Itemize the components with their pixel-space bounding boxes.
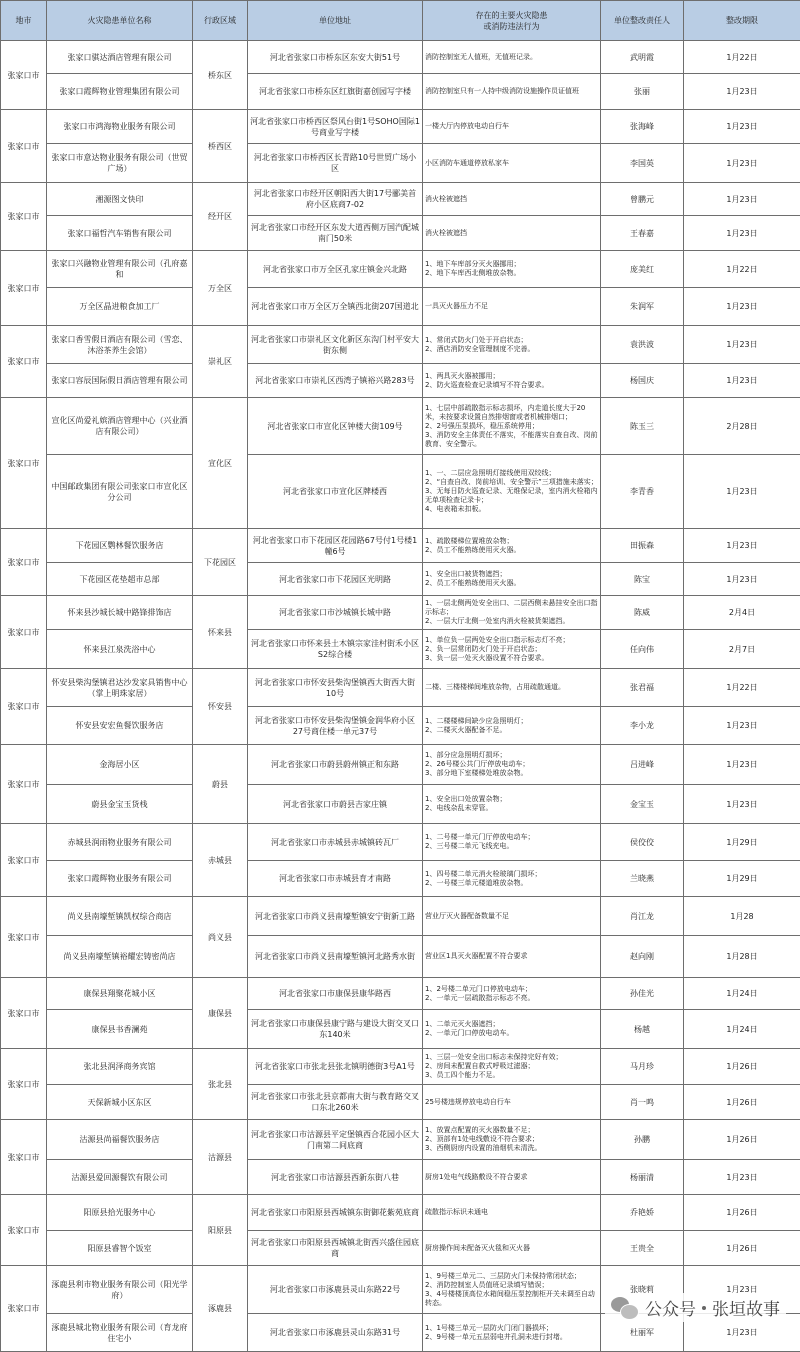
unit-name-cell: 张家口霞辉物业管理集团有限公司 (47, 74, 193, 110)
column-header: 整改期限 (684, 1, 800, 41)
city-cell: 张家口市 (1, 251, 47, 326)
unit-name-cell: 下花园区花垫超市总部 (47, 563, 193, 596)
unit-name-cell: 张家口福哲汽车销售有限公司 (47, 216, 193, 251)
deadline-cell: 1月26日 (684, 1231, 800, 1266)
address-cell: 河北省张家口市怀安县柴沟堡镇金润华府小区27号商住楼一单元37号 (248, 707, 423, 745)
issue-cell: 1、二单元灭火器遮挡； 2、一单元门口停放电动车。 (423, 1010, 601, 1049)
responsible-person-cell: 杨国庆 (601, 364, 684, 398)
unit-name-cell: 涿鹿县利市物业服务有限公司（阳光学府） (47, 1266, 193, 1314)
responsible-person-cell: 乔艳娇 (601, 1195, 684, 1231)
deadline-cell: 1月23日 (684, 707, 800, 745)
separator-dot (702, 1306, 706, 1310)
deadline-cell: 1月24日 (684, 978, 800, 1010)
unit-name-cell: 康保县翔聚花城小区 (47, 978, 193, 1010)
responsible-person-cell: 张君福 (601, 669, 684, 707)
responsible-person-cell: 肖一鸣 (601, 1085, 684, 1120)
address-cell: 河北省张家口市赤城县赤城镇砖瓦厂 (248, 824, 423, 861)
unit-name-cell: 天保新城小区东区 (47, 1085, 193, 1120)
address-cell: 河北省张家口市蔚县蔚州镇正和东路 (248, 745, 423, 785)
unit-name-cell: 张家口市鸿海物业服务有限公司 (47, 110, 193, 144)
watermark-platform: 公众号 (645, 1295, 696, 1320)
deadline-cell: 1月23日 (684, 364, 800, 398)
table-row (1, 861, 800, 897)
city-cell: 张家口市 (1, 529, 47, 596)
city-cell: 张家口市 (1, 1049, 47, 1120)
issue-cell: 1、七层中部疏散指示标志损坏，内走道长度大于20米，未按要求设置自然排烟窗或者机械排烟口； 2、2号强压泵损坏，稳压系统停用； 3、消防安全主体责任不落实，不能落实自查自改、岗前教育、安全警示。 (423, 398, 601, 455)
header-row (1, 1, 800, 41)
deadline-cell: 2月28日 (684, 398, 800, 455)
address-cell: 河北省张家口市经开区朝阳西大街17号郦美首府小区底商7-02 (248, 183, 423, 216)
table-body (1, 41, 800, 1352)
issue-cell: 1、两具灭火器被挪用； 2、防火巡查检查记录填写不符合要求。 (423, 364, 601, 398)
wechat-icon (611, 1297, 639, 1319)
table-row (1, 144, 800, 183)
table-row (1, 978, 800, 1010)
issue-cell: 厨房操作间未配备灭火毯和灭火器 (423, 1231, 601, 1266)
responsible-person-cell: 马月珍 (601, 1049, 684, 1085)
address-cell: 河北省张家口市沽源县平定堡镇西合花园小区大门南第二间底商 (248, 1120, 423, 1160)
issue-cell: 厨房1处电气线路敷设不符合要求 (423, 1160, 601, 1195)
unit-name-cell: 涿鹿县城北物业服务有限公司（育龙府住宅小 (47, 1314, 193, 1352)
unit-name-cell: 张北县润泽商务宾馆 (47, 1049, 193, 1085)
column-header: 火灾隐患单位名称 (47, 1, 193, 41)
address-cell: 河北省张家口市赤城县育才南路 (248, 861, 423, 897)
issue-cell: 一具灭火器压力不足 (423, 288, 601, 326)
responsible-person-cell: 李国英 (601, 144, 684, 183)
unit-name-cell: 怀安县柴沟堡镇君达沙发家具销售中心（掌上明珠家居） (47, 669, 193, 707)
city-cell: 张家口市 (1, 41, 47, 110)
issue-cell: 1、单位负一层两处安全出口指示标志灯不亮； 2、负一层常闭防火门处于开启状态； 3、负一层一处灭火器设置不符合要求。 (423, 630, 601, 669)
address-cell: 河北省张家口市怀来县土木镇宗家洼村街禾小区S2综合楼 (248, 630, 423, 669)
district-cell: 蔚县 (193, 745, 248, 824)
address-cell: 河北省张家口市怀安县柴沟堡镇西大街西大街10号 (248, 669, 423, 707)
issue-cell: 1、9号楼三单元二、三层防火门未保持常闭状态； 2、消防控制室人员值班记录填写错误； 3、4号楼楼顶高位水箱间稳压泵控制柜开关未调至自动转态。 (423, 1266, 601, 1314)
deadline-cell: 1月23日 (684, 326, 800, 364)
watermark-author: 张垣故事 (712, 1295, 780, 1320)
issue-cell: 营业厅灭火器配备数量不足 (423, 897, 601, 936)
unit-name-cell: 张家口市意达物业服务有限公司（世贸广场） (47, 144, 193, 183)
address-cell: 河北省张家口市沽源县西新东街八巷 (248, 1160, 423, 1195)
unit-name-cell: 尚义县南壕堑镇凯权综合商店 (47, 897, 193, 936)
table-row (1, 630, 800, 669)
deadline-cell: 1月23日 (684, 1266, 800, 1314)
deadline-cell: 1月26日 (684, 1120, 800, 1160)
issue-cell: 1、二号楼一单元门厅停放电动车； 2、三号楼二单元飞线充电。 (423, 824, 601, 861)
responsible-person-cell: 兰晓燕 (601, 861, 684, 897)
issue-cell: 消防控制室只有一人持中级消防设施操作员证值班 (423, 74, 601, 110)
unit-name-cell: 沽源县尚福餐饮服务店 (47, 1120, 193, 1160)
district-cell: 怀来县 (193, 596, 248, 669)
issue-cell: 1、二楼楼梯间缺少应急照明灯； 2、二楼灭火器配备不足。 (423, 707, 601, 745)
table-row (1, 1049, 800, 1085)
issue-cell: 1、放置点配置的灭火器数量不足； 2、顶部有1处电线敷设不符合要求； 3、西侧厨房内设置的油烟机未清洗。 (423, 1120, 601, 1160)
issue-cell: 二楼、三楼楼梯间堆放杂物，占用疏散通道。 (423, 669, 601, 707)
city-cell: 张家口市 (1, 1195, 47, 1266)
table-row (1, 785, 800, 824)
issue-cell: 1、四号楼二单元消火栓玻璃门损坏； 2、一号楼三单元楼道堆放杂物。 (423, 861, 601, 897)
table-row (1, 897, 800, 936)
issue-cell: 1、部分应急照明灯损坏； 2、26号楼公共门厅停放电动车； 3、部分地下室楼梯处堆放杂物。 (423, 745, 601, 785)
column-header: 行政区域 (193, 1, 248, 41)
city-cell: 张家口市 (1, 1266, 47, 1352)
district-cell: 桥西区 (193, 110, 248, 183)
deadline-cell: 1月24日 (684, 1010, 800, 1049)
table-row (1, 529, 800, 563)
city-cell: 张家口市 (1, 596, 47, 669)
deadline-cell: 1月26日 (684, 1049, 800, 1085)
district-cell: 康保县 (193, 978, 248, 1049)
table-row (1, 1120, 800, 1160)
responsible-person-cell: 李青香 (601, 455, 684, 529)
address-cell: 河北省张家口市桥东区红旗街嘉创园写字楼 (248, 74, 423, 110)
city-cell: 张家口市 (1, 824, 47, 897)
issue-cell: 1、安全出口处放置杂物； 2、电线杂乱未穿管。 (423, 785, 601, 824)
city-cell: 张家口市 (1, 326, 47, 398)
deadline-cell: 1月23日 (684, 183, 800, 216)
responsible-person-cell: 杨丽清 (601, 1160, 684, 1195)
responsible-person-cell: 吕进峰 (601, 745, 684, 785)
responsible-person-cell: 张丽 (601, 74, 684, 110)
address-cell: 河北省张家口市崇礼区西湾子镇裕兴路283号 (248, 364, 423, 398)
table-row (1, 563, 800, 596)
deadline-cell: 1月22日 (684, 41, 800, 74)
deadline-cell: 1月23日 (684, 288, 800, 326)
address-cell: 河北省张家口市万全区孔家庄镇金兴北路 (248, 251, 423, 288)
unit-name-cell: 金海居小区 (47, 745, 193, 785)
issue-cell: 1、一、二层应急照明灯接线使用双绞线； 2、“自查自改、岗前培训、安全警示”三项措施未落实； 3、无每日防火巡查记录、无维保记录，室内消火栓箱内无单项检查记录卡； 4、电表箱未扣板。 (423, 455, 601, 529)
district-cell: 经开区 (193, 183, 248, 251)
deadline-cell: 2月4日 (684, 596, 800, 630)
issue-cell: 消火栓被遮挡 (423, 216, 601, 251)
deadline-cell: 1月26日 (684, 1085, 800, 1120)
deadline-cell: 1月22日 (684, 669, 800, 707)
unit-name-cell: 张家口香雪假日酒店有限公司（雪恋、沐浴茶养生会馆） (47, 326, 193, 364)
issue-cell: 一楼大厅内停放电动自行车 (423, 110, 601, 144)
column-header: 单位整改责任人 (601, 1, 684, 41)
unit-name-cell: 尚义县南壕堑镇裕耀宏铸密尚店 (47, 936, 193, 978)
address-cell: 河北省张家口市涿鹿县灵山东路31号 (248, 1314, 423, 1352)
city-cell: 张家口市 (1, 183, 47, 251)
table-row (1, 1010, 800, 1049)
responsible-person-cell: 张晓莉 (601, 1266, 684, 1314)
district-cell: 下花园区 (193, 529, 248, 596)
responsible-person-cell: 孙鹏 (601, 1120, 684, 1160)
address-cell: 河北省张家口市涿鹿县灵山东路22号 (248, 1266, 423, 1314)
responsible-person-cell: 杨越 (601, 1010, 684, 1049)
city-cell: 张家口市 (1, 398, 47, 529)
address-cell: 河北省张家口市宣化区钟楼大街109号 (248, 398, 423, 455)
table-row (1, 110, 800, 144)
district-cell: 沽源县 (193, 1120, 248, 1195)
deadline-cell: 1月23日 (684, 785, 800, 824)
table-row (1, 824, 800, 861)
deadline-cell: 1月23日 (684, 455, 800, 529)
address-cell: 河北省张家口市张北县张北镇明德街3号A1号 (248, 1049, 423, 1085)
unit-name-cell: 沽源县爱回源餐饮有限公司 (47, 1160, 193, 1195)
unit-name-cell: 怀来县江泉洗浴中心 (47, 630, 193, 669)
unit-name-cell: 康保县书香澜苑 (47, 1010, 193, 1049)
deadline-cell: 1月29日 (684, 861, 800, 897)
address-cell: 河北省张家口市宣化区牌楼西 (248, 455, 423, 529)
table-row (1, 1231, 800, 1266)
responsible-person-cell: 侯佼佼 (601, 824, 684, 861)
address-cell: 河北省张家口市张北县京都南大街与教育路交叉口东北260米 (248, 1085, 423, 1120)
city-cell: 张家口市 (1, 1120, 47, 1195)
responsible-person-cell: 孙佳光 (601, 978, 684, 1010)
responsible-person-cell: 赵向刚 (601, 936, 684, 978)
column-header: 单位地址 (248, 1, 423, 41)
issue-cell: 1、1号楼三单元一层防火门闭门器损坏； 2、9号楼一单元五层弱电井孔洞未进行封堵。 (423, 1314, 601, 1352)
city-cell: 张家口市 (1, 669, 47, 745)
issue-cell: 1、2号楼二单元门口停放电动车； 2、一单元一层疏散指示标志不亮。 (423, 978, 601, 1010)
table-row (1, 455, 800, 529)
unit-name-cell: 下花园区鹦林餐饮服务店 (47, 529, 193, 563)
responsible-person-cell: 曾鹏元 (601, 183, 684, 216)
district-cell: 怀安县 (193, 669, 248, 745)
district-cell: 尚义县 (193, 897, 248, 978)
table-row (1, 745, 800, 785)
address-cell: 河北省张家口市康保县康华路西 (248, 978, 423, 1010)
deadline-cell: 1月23日 (684, 110, 800, 144)
address-cell: 河北省张家口市康保县康宁路与建设大街交叉口东140米 (248, 1010, 423, 1049)
deadline-cell: 1月23日 (684, 74, 800, 110)
city-cell: 张家口市 (1, 978, 47, 1049)
issue-cell: 1、常闭式防火门处于开启状态； 2、酒店消防安全管理制度不完善。 (423, 326, 601, 364)
responsible-person-cell: 王春嘉 (601, 216, 684, 251)
issue-cell: 消防控制室无人值班，无值班记录。 (423, 41, 601, 74)
issue-cell: 1、一层北侧两处安全出口、二层西侧未悬挂安全出口指示标志； 2、一层大厅北侧一处室内消火栓被货架遮挡。 (423, 596, 601, 630)
address-cell: 河北省张家口市万全区万全镇西北街207国道北 (248, 288, 423, 326)
address-cell: 河北省张家口市桥东区东安大街51号 (248, 41, 423, 74)
responsible-person-cell: 陈玉三 (601, 398, 684, 455)
responsible-person-cell: 任向伟 (601, 630, 684, 669)
deadline-cell: 1月23日 (684, 1160, 800, 1195)
unit-name-cell: 宣化区尚爱礼嫔酒店管理中心（兴业酒店有限公司） (47, 398, 193, 455)
deadline-cell: 1月28日 (684, 936, 800, 978)
responsible-person-cell: 陈宝 (601, 563, 684, 596)
unit-name-cell: 怀来县沙城长城中路锋排饰店 (47, 596, 193, 630)
address-cell: 河北省张家口市尚义县南壕堑镇安宁街新工路 (248, 897, 423, 936)
issue-cell: 25号楼违规停放电动自行车 (423, 1085, 601, 1120)
district-cell: 赤城县 (193, 824, 248, 897)
column-header: 存在的主要火灾隐患 或消防违法行为 (423, 1, 601, 41)
address-cell: 河北省张家口市下花园区花园路67号付1号楼1幢6号 (248, 529, 423, 563)
table-row (1, 216, 800, 251)
responsible-person-cell: 张海峰 (601, 110, 684, 144)
table-row (1, 596, 800, 630)
address-cell: 河北省张家口市阳原县西城镇东街御花紫苑底商 (248, 1195, 423, 1231)
table-row (1, 1160, 800, 1195)
unit-name-cell: 阳原县睿智个饭室 (47, 1231, 193, 1266)
table-row (1, 707, 800, 745)
address-cell: 河北省张家口市蔚县吉家庄镇 (248, 785, 423, 824)
unit-name-cell: 蔚县金宝玉货栈 (47, 785, 193, 824)
table-row (1, 74, 800, 110)
issue-cell: 小区消防车通道停放私家车 (423, 144, 601, 183)
table-row (1, 936, 800, 978)
responsible-person-cell: 武明霞 (601, 41, 684, 74)
address-cell: 河北省张家口市桥西区祭风台街1号SOHO国际1号商业写字楼 (248, 110, 423, 144)
address-cell: 河北省张家口市尚义县南壕堑镇河北路秀水街 (248, 936, 423, 978)
deadline-cell: 1月28 (684, 897, 800, 936)
address-cell: 河北省张家口市下花园区光明路 (248, 563, 423, 596)
unit-name-cell: 怀安县安宏鱼餐饮服务店 (47, 707, 193, 745)
city-cell: 张家口市 (1, 897, 47, 978)
district-cell: 张北县 (193, 1049, 248, 1120)
responsible-person-cell: 金宝玉 (601, 785, 684, 824)
address-cell: 河北省张家口市阳原县西城镇北街西兴盛住园底商 (248, 1231, 423, 1266)
unit-name-cell: 万全区晶进粮食加工厂 (47, 288, 193, 326)
issue-cell: 1、疏散楼梯位置堆放杂物； 2、员工不能熟练使用灭火器。 (423, 529, 601, 563)
address-cell: 河北省张家口市经开区东发大道西侧万国汽配城南门50米 (248, 216, 423, 251)
table-row (1, 326, 800, 364)
issue-cell: 1、安全出口被货物遮挡； 2、员工不能熟练使用灭火器。 (423, 563, 601, 596)
district-cell: 桥东区 (193, 41, 248, 110)
deadline-cell: 1月23日 (684, 144, 800, 183)
responsible-person-cell: 王贵全 (601, 1231, 684, 1266)
unit-name-cell: 阳原县拾光服务中心 (47, 1195, 193, 1231)
unit-name-cell: 张家口兴融物业管理有限公司（孔府嘉和 (47, 251, 193, 288)
unit-name-cell: 张家口容辰国际假日酒店管理有限公司 (47, 364, 193, 398)
table-row (1, 1195, 800, 1231)
responsible-person-cell: 朱润军 (601, 288, 684, 326)
address-cell: 河北省张家口市沙城镇长城中路 (248, 596, 423, 630)
deadline-cell: 2月7日 (684, 630, 800, 669)
issue-cell: 1、三层一处安全出口标志未保持完好有效； 2、房间未配置自救式呼吸过滤器； 3、员工四个能力不足。 (423, 1049, 601, 1085)
issue-cell: 消火栓被遮挡 (423, 183, 601, 216)
address-cell: 河北省张家口市崇礼区文化新区东沟门村平安大街东侧 (248, 326, 423, 364)
table-row (1, 364, 800, 398)
district-cell: 阳原县 (193, 1195, 248, 1266)
unit-name-cell: 中国邮政集团有限公司张家口市宣化区分公司 (47, 455, 193, 529)
unit-name-cell: 张家口骐达酒店管理有限公司 (47, 41, 193, 74)
deadline-cell: 1月23日 (684, 563, 800, 596)
district-cell: 宣化区 (193, 398, 248, 529)
deadline-cell: 1月22日 (684, 251, 800, 288)
city-cell: 张家口市 (1, 745, 47, 824)
watermark (605, 1293, 786, 1322)
unit-name-cell: 赤城县润雨物业服务有限公司 (47, 824, 193, 861)
district-cell: 涿鹿县 (193, 1266, 248, 1352)
district-cell: 万全区 (193, 251, 248, 326)
responsible-person-cell: 肖江龙 (601, 897, 684, 936)
table-row (1, 251, 800, 288)
responsible-person-cell: 陈威 (601, 596, 684, 630)
deadline-cell: 1月23日 (684, 529, 800, 563)
issue-cell: 营业区1具灭火器配置不符合要求 (423, 936, 601, 978)
district-cell: 崇礼区 (193, 326, 248, 398)
column-header: 地市 (1, 1, 47, 41)
deadline-cell: 1月23日 (684, 216, 800, 251)
unit-name-cell: 湘源图文快印 (47, 183, 193, 216)
unit-name-cell: 张家口霞辉物业服务有限公司 (47, 861, 193, 897)
table-row (1, 183, 800, 216)
deadline-cell: 1月29日 (684, 824, 800, 861)
table-row (1, 288, 800, 326)
table-row (1, 669, 800, 707)
table-row (1, 1085, 800, 1120)
issue-cell: 疏散指示标识未通电 (423, 1195, 601, 1231)
issue-cell: 1、地下车库部分灭火器挪用； 2、地下车库西北侧堆放杂物。 (423, 251, 601, 288)
table-row (1, 41, 800, 74)
address-cell: 河北省张家口市桥西区长青路10号世贸广场小区 (248, 144, 423, 183)
deadline-cell: 1月26日 (684, 1195, 800, 1231)
responsible-person-cell: 李小龙 (601, 707, 684, 745)
responsible-person-cell: 庞美红 (601, 251, 684, 288)
responsible-person-cell: 袁洪波 (601, 326, 684, 364)
responsible-person-cell: 田振森 (601, 529, 684, 563)
city-cell: 张家口市 (1, 110, 47, 183)
table-row (1, 398, 800, 455)
deadline-cell: 1月23日 (684, 745, 800, 785)
